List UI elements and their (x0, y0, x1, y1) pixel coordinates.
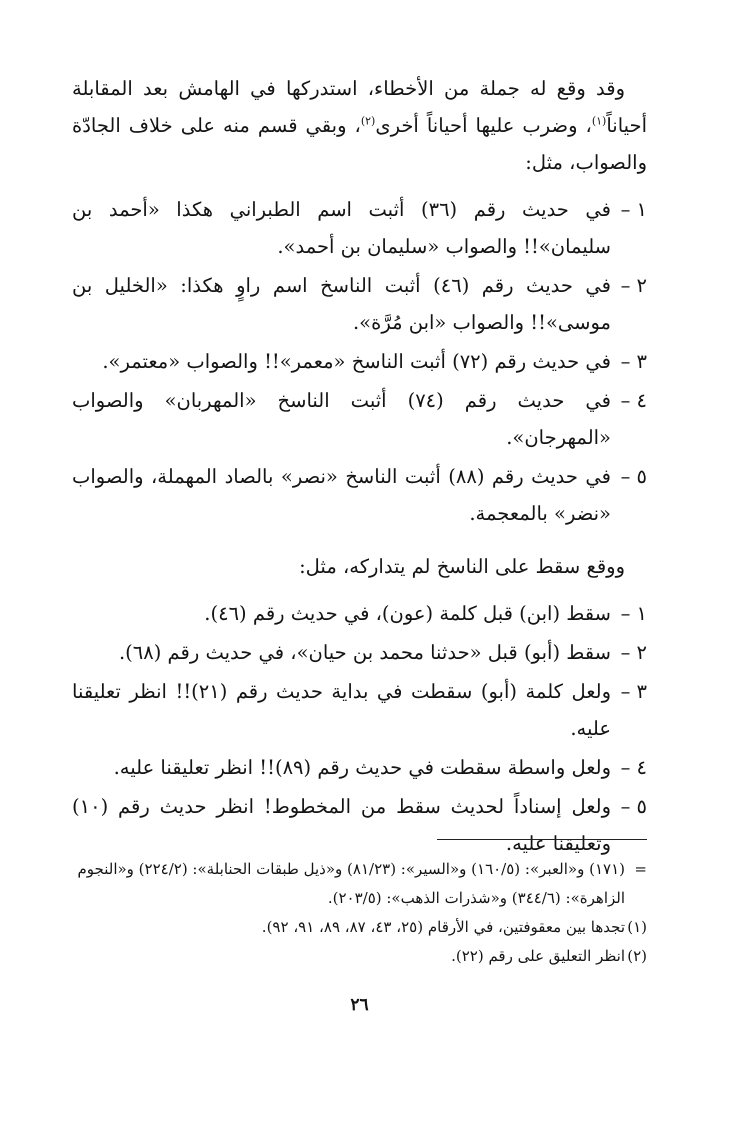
list-item (72, 595, 647, 632)
item-number: ٥ – (620, 795, 647, 818)
intro-paragraph (72, 70, 647, 181)
footnote-text: تجدها بين معقوفتين، في الأرقام (٢٥، ٤٣، ٨٧، ٨٩، ٩١، ٩٢). (261, 918, 625, 936)
item-text: في حديث رقم (٧٢) أثبت الناسخ «معمر»!! والصواب «معتمر». (102, 350, 611, 373)
footnote (72, 913, 647, 942)
list-item (72, 634, 647, 671)
item-text: ولعل كلمة (أبو) سقطت في بداية حديث رقم (٢١)!! انظر تعليقنا عليه. (72, 680, 611, 740)
intro-text-2: ، وضرب عليها أحياناً أخرى (375, 114, 592, 137)
footnote-divider (437, 839, 647, 840)
item-text: ولعل إسناداً لحديث سقط من المخطوط! انظر حديث رقم (١٠) وتعليقنا عليه. (72, 795, 611, 855)
footnote (72, 942, 647, 971)
continuation-mark: = (634, 860, 647, 878)
item-number: ٢ – (620, 274, 647, 297)
footnote-continuation (72, 855, 647, 913)
intro-text-1: وقد وقع له جملة من الأخطاء، استدركها في الهامش بعد المقابلة أحياناً (72, 77, 647, 137)
item-number: ٣ – (620, 350, 647, 373)
item-number: ٥ – (620, 465, 647, 488)
list-item (72, 749, 647, 786)
spacer (72, 534, 647, 548)
item-number: ٤ – (620, 389, 647, 412)
item-number: ١ – (620, 198, 647, 221)
list-item (72, 673, 647, 747)
item-number: ٢ – (620, 641, 647, 664)
item-text: في حديث رقم (٣٦) أثبت اسم الطبراني هكذا «أحمد بن سليمان»!! والصواب «سليمان بن أحمد». (72, 198, 611, 258)
item-text: سقط (أبو) قبل «حدثنا محمد بن حيان»، في حديث رقم (٦٨). (118, 641, 611, 664)
list-item (72, 382, 647, 456)
omissions-intro: ووقع سقط على الناسخ لم يتداركه، مثل: (299, 555, 625, 578)
omissions-list (72, 595, 647, 862)
list-item (72, 458, 647, 532)
footnote-ref-2: (٢) (360, 114, 376, 128)
item-number: ٤ – (620, 756, 647, 779)
item-number: ١ – (620, 602, 647, 625)
footnote-text: (١٧١) و«العبر»: (١٦٠/٥) و«السير»: (٨١/٢٣) و«ذيل طبقات الحنابلة»: (٢٢٤/٢) و«النجوم الزاهرة»: (٣٤٤/٦) و«شذرات الذهب»: (٢٠٣/٥). (77, 860, 625, 907)
page-body (72, 70, 647, 1070)
list-item (72, 788, 647, 862)
item-text: ولعل واسطة سقطت في حديث رقم (٨٩)!! انظر تعليقنا عليه. (113, 756, 611, 779)
intro-text-3: ، وبقي قسم منه على خلاف الجادّة والصواب، مثل: (72, 114, 647, 174)
errors-list (72, 191, 647, 532)
list-item (72, 267, 647, 341)
item-number: ٣ – (620, 680, 647, 703)
page-number: ٢٦ (350, 995, 369, 1015)
item-text: في حديث رقم (٧٤) أثبت الناسخ «المهربان» والصواب «المهرجان». (72, 389, 611, 449)
item-text: في حديث رقم (٤٦) أثبت الناسخ اسم راوٍ هكذا: «الخليل بن موسى»!! والصواب «ابن مُرَّة». (72, 274, 611, 334)
footnote-text: انظر التعليق على رقم (٢٢). (451, 947, 625, 965)
footnote-ref-1: (١) (591, 114, 607, 128)
list-item (72, 191, 647, 265)
footnote-mark: (١) (627, 918, 647, 936)
list-item (72, 343, 647, 380)
item-text: في حديث رقم (٨٨) أثبت الناسخ «نصر» بالصاد المهملة، والصواب «نضر» بالمعجمة. (72, 465, 611, 525)
footnotes (72, 855, 647, 971)
footnote-mark: (٢) (627, 947, 647, 965)
item-text: سقط (ابن) قبل كلمة (عون)، في حديث رقم (٤٦). (204, 602, 611, 625)
